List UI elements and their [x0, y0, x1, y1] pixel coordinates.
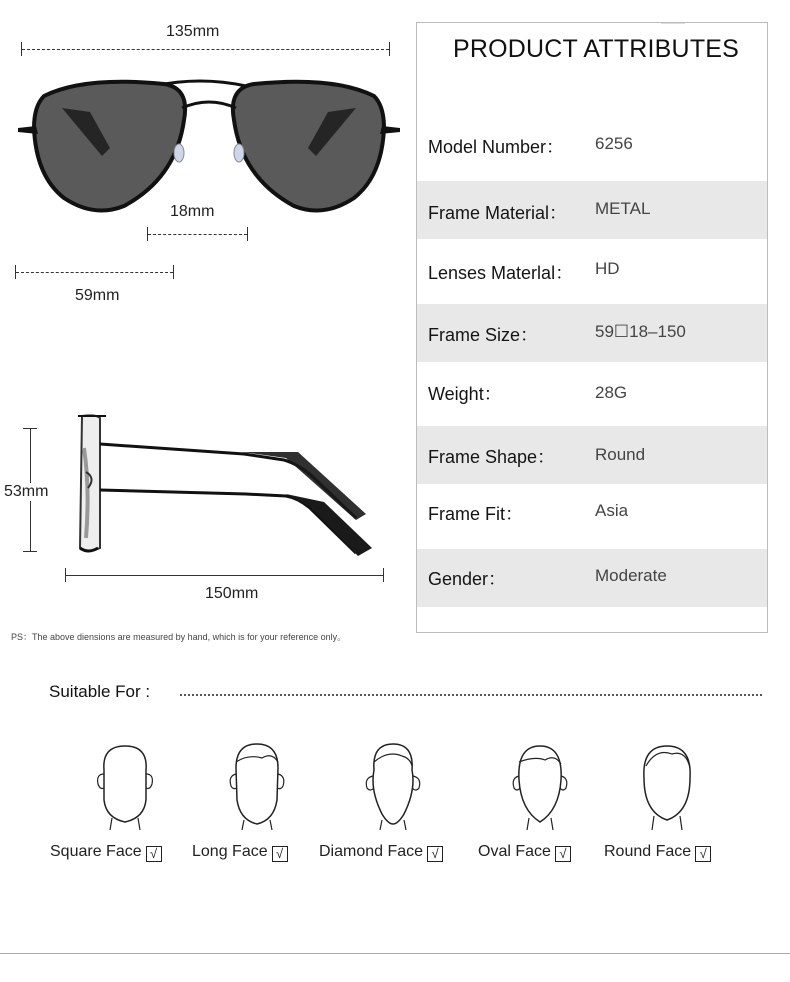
checkbox-icon: √: [146, 846, 162, 862]
attribute-row-gender: [417, 549, 767, 607]
attribute-value: Asia: [595, 501, 629, 520]
oval-face-option: [478, 843, 571, 861]
lens-height-label: 53mm: [4, 483, 49, 500]
attribute-row-frame-fit: [417, 484, 767, 542]
attribute-value: 6256: [595, 134, 633, 153]
total-width-label: 135mm: [166, 23, 220, 40]
attribute-row-model: [417, 115, 767, 173]
square-face-icon: [90, 740, 160, 830]
checkbox-icon: √: [427, 846, 443, 862]
temple-length-label: 150mm: [205, 585, 259, 602]
attribute-value: Round: [595, 445, 646, 464]
suitable-for-heading: Suitable For :: [49, 682, 151, 701]
attribute-value: HD: [595, 259, 620, 278]
attribute-row-weight: [417, 362, 767, 420]
attribute-label: Frame Material：: [428, 203, 568, 223]
checkbox-icon: √: [272, 846, 288, 862]
attribute-value: 59☐18–150: [595, 322, 686, 341]
attribute-row-lenses-material: [417, 239, 767, 297]
glasses-side-view: [66, 408, 386, 568]
attribute-label: Frame Size：: [428, 325, 539, 345]
product-attributes-panel: [416, 22, 768, 633]
face-label: Round Face: [604, 843, 692, 860]
attribute-row-frame-size: [417, 304, 767, 362]
checkbox-icon: √: [555, 846, 571, 862]
diamond-face-option: [319, 843, 443, 861]
attribute-value: 28G: [595, 383, 628, 402]
attribute-row-frame-shape: [417, 426, 767, 484]
bottom-divider: [0, 953, 790, 954]
diamond-face-icon: [358, 740, 428, 830]
face-label: Diamond Face: [319, 843, 424, 860]
attribute-label: Weight：: [428, 384, 502, 404]
attribute-value: METAL: [595, 199, 651, 218]
square-face-option: [50, 843, 162, 861]
long-face-option: [192, 843, 288, 861]
round-face-icon: [632, 740, 702, 830]
round-face-option: [604, 843, 711, 861]
face-label: Long Face: [192, 843, 268, 860]
bridge-label: 18mm: [170, 203, 215, 220]
attribute-label: Model Number：: [428, 137, 565, 157]
face-label: Square Face: [50, 843, 142, 860]
measurement-note: PS：The above diensions are measured by hand, which is for your reference only。: [11, 632, 347, 642]
checkbox-icon: √: [695, 846, 711, 862]
attribute-label: Gender：: [428, 569, 507, 589]
attribute-row-frame-material: [417, 181, 767, 239]
attribute-value: Moderate: [595, 566, 667, 585]
dotted-divider: [180, 694, 762, 696]
attribute-label: Lenses Materlal：: [428, 263, 574, 283]
face-label: Oval Face: [478, 843, 551, 860]
oval-face-icon: [505, 740, 575, 830]
attribute-label: Frame Fit：: [428, 504, 524, 524]
panel-title: PRODUCT ATTRIBUTES: [453, 35, 740, 63]
lens-width-label: 59mm: [75, 287, 120, 304]
long-face-icon: [222, 740, 292, 830]
attribute-label: Frame Shape：: [428, 447, 556, 467]
